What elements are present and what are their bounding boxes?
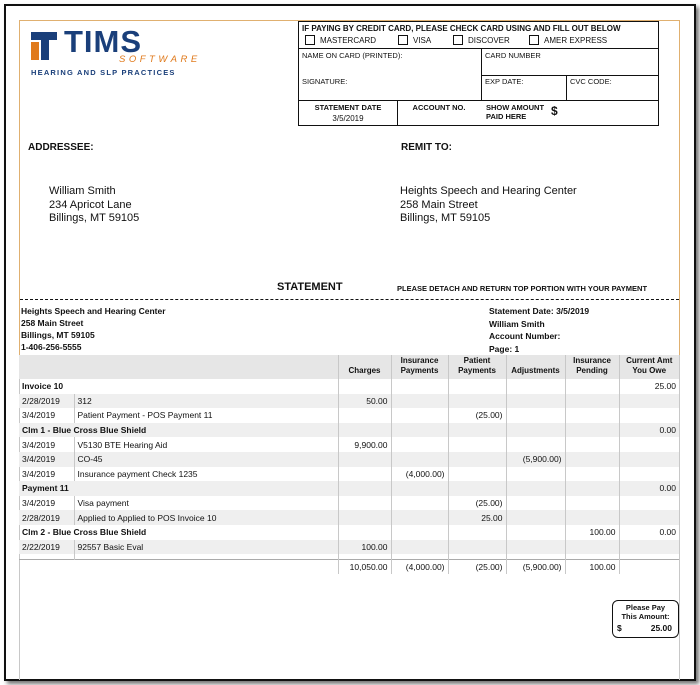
account-no-label: ACCOUNT NO. [412,103,466,112]
table-row [19,437,679,452]
divider [299,48,658,49]
statement-table [19,355,679,574]
description-cell: V5130 BTE Hearing Aid [74,437,338,452]
addressee-label: ADDRESSEE: [28,142,94,153]
description-cell: 312 [74,394,338,409]
patient-payment-cell [448,467,506,482]
adjustment-cell [506,437,565,452]
this-amount-label: This Amount: [621,612,670,621]
checkbox[interactable] [398,35,408,45]
amount-owed-cell: 0.00 [619,423,679,438]
insurance-pending-cell [565,437,619,452]
charges-cell [338,496,391,511]
charges-cell [338,408,391,423]
total-charges-cell: 10,050.00 [338,559,391,574]
insurance-pending-cell [565,394,619,409]
insurance-payment-cell [391,423,448,438]
amount-owed-cell [619,408,679,423]
table-row [19,408,679,423]
date-cell: 3/4/2019 [19,467,74,482]
table-row [19,496,679,511]
credit-card-box [298,21,659,126]
date-cell: 3/4/2019 [19,452,74,467]
total-amount-owed-cell [619,559,679,574]
practice-phone: 1-406-256-5555 [21,342,82,352]
insurance-pending-cell [565,423,619,438]
insurance-payment-cell: (4,000.00) [391,467,448,482]
charges-cell: 100.00 [338,540,391,555]
insurance-pending-cell [565,496,619,511]
logo-tagline: HEARING AND SLP PRACTICES [31,68,176,77]
date-cell: 2/28/2019 [19,394,74,409]
show-amount-label: SHOW AMOUNT [486,103,545,112]
charges-cell [338,423,391,438]
charges-cell: 50.00 [338,394,391,409]
table-row [19,452,679,467]
description-cell: Insurance payment Check 1235 [74,467,338,482]
table-row [19,510,679,525]
insurance-payment-cell [391,525,448,540]
statement-date-line: Statement Date: 3/5/2019 [489,306,590,316]
practice-address [21,305,166,353]
charges-cell: 9,900.00 [338,437,391,452]
remit-address [400,185,577,226]
divider [481,48,482,100]
practice-name: Heights Speech and Hearing Center [21,306,166,316]
header-adjustments: Adjustments [506,355,565,379]
header-amount-owed: Current Amt You Owe [619,355,679,379]
insurance-payment-cell [391,540,448,555]
detach-note: PLEASE DETACH AND RETURN TOP PORTION WITH YOUR PAYMENT [397,284,648,293]
description-cell: Patient Payment - POS Payment 11 [74,408,338,423]
insurance-payment-cell [391,394,448,409]
addressee-street: 234 Apricot Lane [49,198,132,211]
exp-date-label: EXP DATE: [485,77,524,86]
group-header-row [19,481,679,496]
description-cell: CO-45 [74,452,338,467]
name-on-card-label: NAME ON CARD (PRINTED): [302,51,403,60]
card-type-options [305,35,655,47]
date-cell: 2/28/2019 [19,510,74,525]
adjustment-cell [506,408,565,423]
date-cell: 3/4/2019 [19,408,74,423]
checkbox[interactable] [529,35,539,45]
header-insurance-payments: Insurance Payments [391,355,448,379]
adjustment-cell [506,394,565,409]
patient-payment-cell: 25.00 [448,510,506,525]
signature-label: SIGNATURE: [302,77,348,86]
patient-payment-cell [448,423,506,438]
insurance-pending-cell [565,408,619,423]
patient-payment-cell [448,394,506,409]
amount-owed-cell: 25.00 [654,381,676,392]
adjustment-cell [506,525,565,540]
patient-payment-cell [448,452,506,467]
divider [299,100,658,101]
practice-city: Billings, MT 59105 [21,330,95,340]
header-description [19,355,338,379]
amount-owed-cell [619,437,679,452]
patient-name: William Smith [489,318,545,329]
insurance-pending-cell [565,379,619,394]
insurance-pending-cell [565,540,619,555]
remit-name: Heights Speech and Hearing Center [400,185,577,197]
addressee-name: William Smith [49,185,116,197]
logo-subtitle: SOFTWARE [119,54,201,65]
checkbox[interactable] [453,35,463,45]
card-option-discover[interactable]: DISCOVER [453,35,510,45]
adjustment-cell [506,481,565,496]
amount-owed-cell: 0.00 [659,527,676,538]
amount-owed-cell: 0.00 [619,481,679,496]
detach-line [20,299,679,300]
page-number: Page: 1 [489,343,520,354]
description-cell: Applied to Applied to POS Invoice 10 [74,510,338,525]
adjustment-cell [506,540,565,555]
charges-cell [338,452,391,467]
practice-street: 258 Main Street [21,318,84,328]
paid-here-label: PAID HERE [486,112,527,121]
statement-title: STATEMENT [277,281,343,293]
total-insurance-payment-cell: (4,000.00) [391,559,448,574]
date-cell: 2/22/2019 [19,540,74,555]
remit-to-label: REMIT TO: [401,142,452,153]
insurance-payment-cell [391,481,448,496]
cvc-code-label: CVC CODE: [570,77,612,86]
amount-owed-cell [619,452,679,467]
checkbox[interactable] [305,35,315,45]
group-title: Invoice 10 [19,379,338,394]
statement-info [489,305,589,355]
amount-owed-cell [619,510,679,525]
header-charges: Charges [338,355,391,379]
insurance-pending-cell [565,510,619,525]
date-cell: 3/4/2019 [19,496,74,511]
cc-title: IF PAYING BY CREDIT CARD, PLEASE CHECK CARD USING AND FILL OUT BELOW [302,24,621,33]
remit-city: Billings, MT 59105 [400,212,491,224]
description-cell: Visa payment [74,496,338,511]
charges-cell [338,510,391,525]
amount-owed-cell [619,394,679,409]
insurance-pending-cell [565,452,619,467]
card-option-amex[interactable]: AMER EXPRESS [529,35,607,45]
table-row [19,540,679,555]
totals-row [19,559,679,574]
total-adjustment-cell: (5,900.00) [506,559,565,574]
card-number-label: CARD NUMBER [485,51,541,60]
insurance-payment-cell [391,496,448,511]
amount-owed-cell [619,467,679,482]
insurance-payment-cell [391,437,448,452]
card-option-mastercard[interactable]: MASTERCARD [305,35,376,45]
charges-cell [338,467,391,482]
remit-street: 258 Main Street [400,198,478,211]
addressee-city: Billings, MT 59105 [49,212,140,224]
charges-cell [338,379,391,394]
adjustment-cell [506,467,565,482]
date-cell: 3/4/2019 [19,437,74,452]
insurance-payment-cell [391,408,448,423]
insurance-payment-cell [391,379,448,394]
patient-payment-cell: (25.00) [448,496,506,511]
patient-payment-cell [448,525,506,540]
charges-cell [338,525,391,540]
insurance-pending-cell: 100.00 [565,525,619,540]
table-row [19,394,679,409]
table-header-row [19,355,679,379]
adjustment-cell: (5,900.00) [506,452,565,467]
please-pay-label: Please Pay [625,603,666,612]
divider [566,75,567,100]
tims-logo [29,24,201,80]
group-header-row [19,379,679,394]
please-pay-box [612,600,679,638]
addressee-address [49,185,139,226]
header-insurance-pending: Insurance Pending [565,355,619,379]
total-insurance-pending-cell: 100.00 [565,559,619,574]
patient-payment-cell [448,379,506,394]
card-option-visa[interactable]: VISA [398,35,431,45]
header-patient-payments: Patient Payments [448,355,506,379]
statement-date-value: 3/5/2019 [332,114,364,123]
amount-owed-cell [619,540,679,555]
amount-due: 25.00 [650,623,672,633]
group-title: Payment 11 [19,481,338,496]
logo-word: TIMS [64,24,143,59]
statement-date-label: STATEMENT DATE [314,103,382,112]
account-number-line: Account Number: [489,331,561,341]
table-row [19,467,679,482]
charges-cell [338,481,391,496]
insurance-pending-cell [565,467,619,482]
patient-payment-cell: (25.00) [448,408,506,423]
adjustment-cell [506,423,565,438]
patient-payment-cell [448,481,506,496]
patient-payment-cell [448,540,506,555]
totals-label-cell [19,559,338,574]
amount-owed-cell [619,496,679,511]
insurance-pending-cell [565,481,619,496]
adjustment-cell [506,379,565,394]
total-patient-payment-cell: (25.00) [448,559,506,574]
group-title: Clm 2 - Blue Cross Blue Shield [19,525,338,540]
group-header-row [19,525,679,540]
insurance-payment-cell [391,510,448,525]
dollar-sign: $ [551,104,558,118]
description-cell: 92557 Basic Eval [74,540,338,555]
adjustment-cell [506,496,565,511]
logo-mark-icon [29,28,59,62]
patient-payment-cell [448,437,506,452]
adjustment-cell [506,510,565,525]
group-title: Clm 1 - Blue Cross Blue Shield [19,423,338,438]
pay-dollar-sign: $ [617,623,622,633]
group-header-row [19,423,679,438]
insurance-payment-cell [391,452,448,467]
divider [481,75,658,76]
